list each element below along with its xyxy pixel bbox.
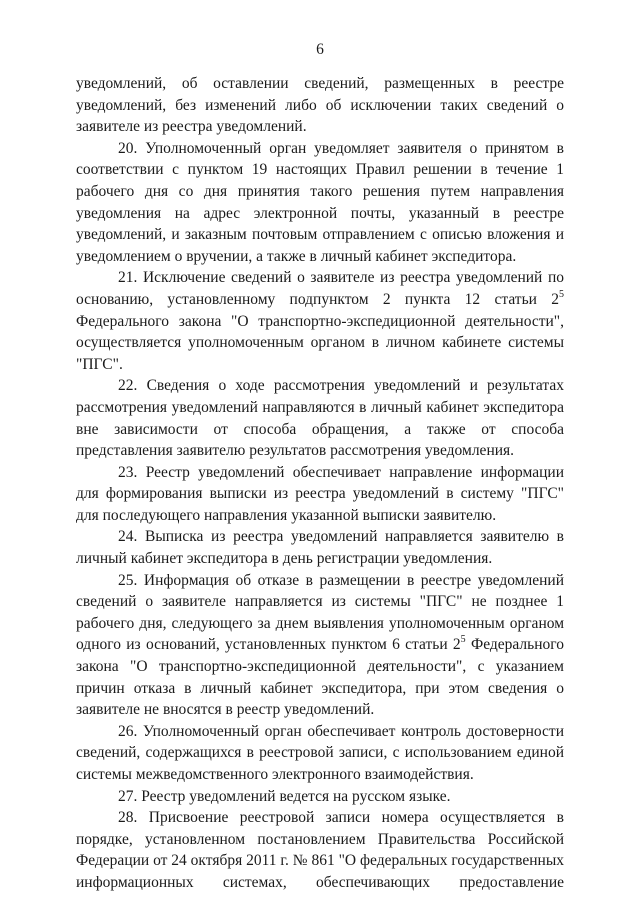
paragraph-23: 23. Реестр уведомлений обеспечивает направление информации для формирования выписки из реестра уведомлений в систему "ПГС" для последующего направления указанной выписки заявителю. <box>76 463 564 524</box>
paragraph-22: 22. Сведения о ходе рассмотрения уведомлений и результатах рассмотрения уведомлений направляются в личный кабинет экспедитора вне зависимости от способа обращения, а также от способа представления заявителю результатов рассмотрения уведомления. <box>76 377 564 460</box>
paragraph-27: 27. Реестр уведомлений ведется на русском языке. <box>118 787 451 805</box>
paragraph-26: 26. Уполномоченный орган обеспечивает контроль достоверности сведений, содержащихся в реестровой записи, с использованием единой системы межведомственного электронного взаимодействия. <box>76 722 564 783</box>
paragraph-continuation: уведомлений, об оставлении сведений, размещенных в реестре уведомлений, без изменений либо об исключении таких сведений о заявителе из реестра уведомлений. <box>76 75 564 136</box>
paragraph-25-text-before: 25. Информация об отказе в размещении в реестре уведомлений сведений о заявителе направляется из системы "ПГС" не позднее 1 рабочего дня, следующего за днем выявления уполномоченным органом одного из оснований, установленных пунктом 6 статьи 2 <box>76 571 564 654</box>
paragraph-21-text-before: 21. Исключение сведений о заявителе из реестра уведомлений по основанию, установленному подпунктом 2 пункта 12 статьи 2 <box>76 269 564 308</box>
paragraph-21-text-after: Федерального закона "О транспортно-экспедиционной деятельности", осуществляется уполномоченным органом в личном кабинете системы "ПГС". <box>76 312 564 373</box>
paragraph-20: 20. Уполномоченный орган уведомляет заявителя о принятом в соответствии с пунктом 19 настоящих Правил решении в течение 1 рабочего дня со дня принятия такого решения путем направления уведомления на адрес электронной почты, указанный в реестре уведомлений, и заказным почтовым отправлением с описью вложения и уведомлением о вручении, а также в личный кабинет экспедитора. <box>76 139 564 265</box>
paragraph-25 <box>76 570 564 721</box>
paragraph-28: 28. Присвоение реестровой записи номера осуществляется в порядке, установленном постановлением Правительства Российской Федерации от 24 октября 2011 г. № 861 "О федеральных государственных информационных системах, обеспечивающих предоставление <box>76 809 564 891</box>
paragraph-25-text-after: Федерального закона "О транспортно-экспедиционной деятельности", с указанием причин отказа в личный кабинет экспедитора, при этом сведения о заявителе не вносятся в реестр уведомлений. <box>76 636 564 719</box>
document-body <box>76 73 564 894</box>
page-number: 6 <box>316 41 324 58</box>
paragraph-25-superscript: 5 <box>460 634 466 646</box>
paragraph-21 <box>76 267 564 375</box>
paragraph-24: 24. Выписка из реестра уведомлений направляется заявителю в личный кабинет экспедитора в день регистрации уведомления. <box>76 528 564 568</box>
paragraph-21-superscript: 5 <box>559 288 564 300</box>
